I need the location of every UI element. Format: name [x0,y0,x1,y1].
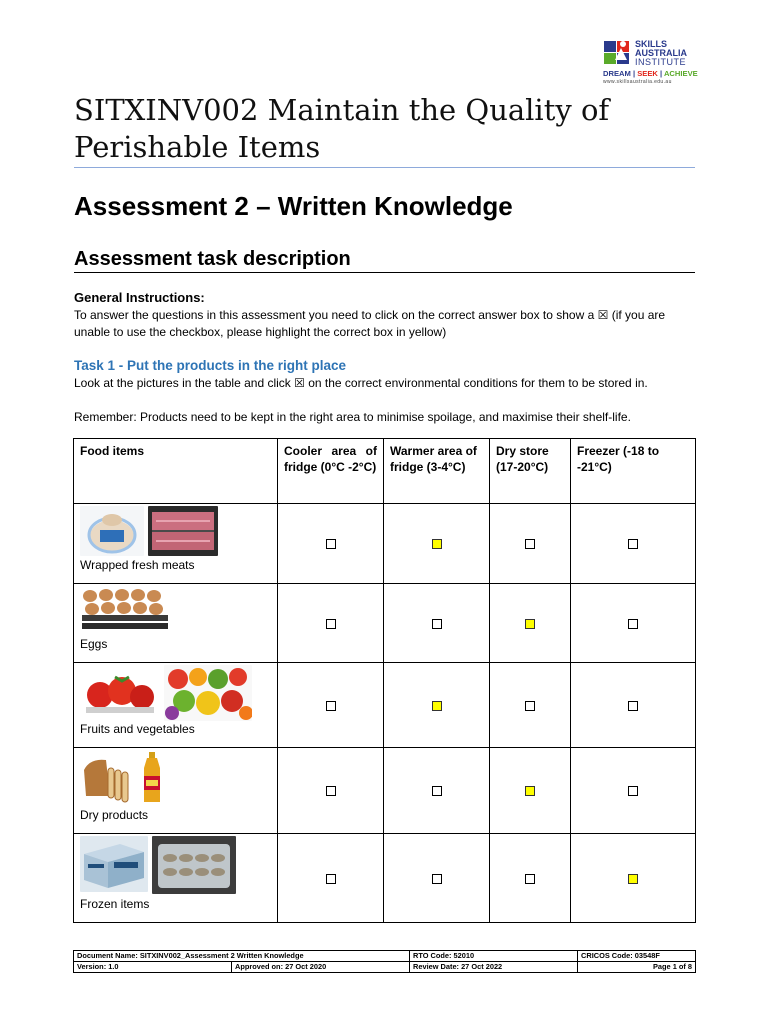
table-row [74,748,696,834]
table-header-row [74,439,696,504]
task1-heading: Task 1 - Put the products in the right place [74,358,347,373]
cell-cooler [278,504,384,584]
checkbox-eggs-cooler[interactable] [326,619,336,629]
checkbox-dry-cooler[interactable] [326,786,336,796]
document-footer [73,950,696,973]
logo-tagline: DREAM | SEEK | ACHIEVE [603,69,698,78]
cell-cooler [278,834,384,923]
checkbox-eggs-warmer[interactable] [432,619,442,629]
frozen-fish-box-image [80,836,148,892]
cell-warmer [384,584,490,663]
checkbox-meats-cooler[interactable] [326,539,336,549]
logo-url: www.skillsaustralia.edu.au [603,79,672,85]
cell-freezer [571,834,696,923]
oil-bottle-image [140,750,164,806]
checkbox-meats-warmer[interactable] [432,539,442,549]
food-item-label: Wrapped fresh meats [80,558,195,572]
frozen-prawns-tray-image [152,836,236,894]
footer-rto-code: RTO Code: 52010 [410,951,578,962]
footer-version: Version: 1.0 [74,962,232,973]
cell-dry [490,748,571,834]
task1-remember: Remember: Products need to be kept in the right area to minimise spoilage, and maximise their shelf-life. [74,410,631,424]
checkbox-frozen-freezer[interactable] [628,874,638,884]
footer-page-number: Page 1 of 8 [578,962,696,973]
task1-instructions: Look at the pictures in the table and click ☒ on the correct environmental conditions for them to be stored in. [74,376,648,390]
packaged-meat-image [148,506,218,556]
cell-freezer [571,663,696,748]
food-item-label: Dry products [80,808,149,822]
eggs-tray-image [80,586,170,632]
table-row [74,663,696,748]
food-item-cell [74,663,278,748]
logo-text-institute: INSTITUTE [635,57,686,67]
food-storage-table [73,438,696,923]
cell-cooler [278,748,384,834]
checkbox-frozen-warmer[interactable] [432,874,442,884]
logo-text-skills: SKILLS [635,39,668,49]
food-item-label: Eggs [80,637,108,651]
checkbox-frozen-dry[interactable] [525,874,535,884]
general-instructions-heading: General Instructions: [74,290,205,305]
cell-warmer [384,748,490,834]
cell-freezer [571,584,696,663]
logo-mark-icon [603,38,633,66]
cell-cooler [278,584,384,663]
table-row [74,584,696,663]
footer-row [74,951,696,962]
food-item-cell [74,748,278,834]
table-row [74,504,696,584]
food-item-cell [74,504,278,584]
checkbox-dry-freezer[interactable] [628,786,638,796]
cell-freezer [571,748,696,834]
food-item-label: Fruits and vegetables [80,722,195,736]
cell-warmer [384,504,490,584]
checkbox-produce-dry[interactable] [525,701,535,711]
footer-row [74,962,696,973]
checkbox-meats-dry[interactable] [525,539,535,549]
checkbox-meats-freezer[interactable] [628,539,638,549]
tomatoes-image [80,665,160,717]
logo-text-australia: AUSTRALIA [635,48,687,58]
checkbox-eggs-dry[interactable] [525,619,535,629]
cell-dry [490,584,571,663]
header-freezer: Freezer (-18 to -21°C) [571,439,696,504]
cell-dry [490,663,571,748]
checkbox-dry-warmer[interactable] [432,786,442,796]
footer-approved-date: Approved on: 27 Oct 2020 [232,962,410,973]
wrapped-chicken-image [80,506,144,556]
unit-title: SITXINV002 Maintain the Quality of Perishable Items [74,93,610,164]
bread-loaf-image [80,750,136,806]
cell-dry [490,504,571,584]
mixed-vegetables-image [164,665,252,721]
header-food-items: Food items [74,439,278,504]
cell-dry [490,834,571,923]
cell-freezer [571,504,696,584]
general-instructions-text: To answer the questions in this assessment you need to click on the correct answer box to show a ☒ (if you are unable to use the checkbox, please highlight the correct box in yellow) [74,308,666,339]
task-description-heading: Assessment task description [74,248,351,270]
cell-warmer [384,834,490,923]
checkbox-produce-cooler[interactable] [326,701,336,711]
table-row [74,834,696,923]
cell-cooler [278,663,384,748]
food-item-cell [74,584,278,663]
footer-document-name: Document Name: SITXINV002_Assessment 2 Written Knowledge [74,951,410,962]
header-dry-store: Dry store (17-20°C) [490,439,571,504]
title-divider [74,167,695,168]
footer-cricos-code: CRICOS Code: 03548F [578,951,696,962]
food-item-label: Frozen items [80,897,150,911]
footer-review-date: Review Date: 27 Oct 2022 [410,962,578,973]
heading-divider [74,272,695,273]
institute-logo [603,38,698,86]
header-warmer-fridge: Warmer area of fridge (3-4°C) [384,439,490,504]
header-cooler-fridge: Cooler area of fridge (0°C -2°C) [278,439,384,504]
checkbox-produce-warmer[interactable] [432,701,442,711]
cell-warmer [384,663,490,748]
checkbox-frozen-cooler[interactable] [326,874,336,884]
checkbox-produce-freezer[interactable] [628,701,638,711]
assessment-heading: Assessment 2 – Written Knowledge [74,191,513,221]
checkbox-dry-dry[interactable] [525,786,535,796]
food-item-cell [74,834,278,923]
checkbox-eggs-freezer[interactable] [628,619,638,629]
